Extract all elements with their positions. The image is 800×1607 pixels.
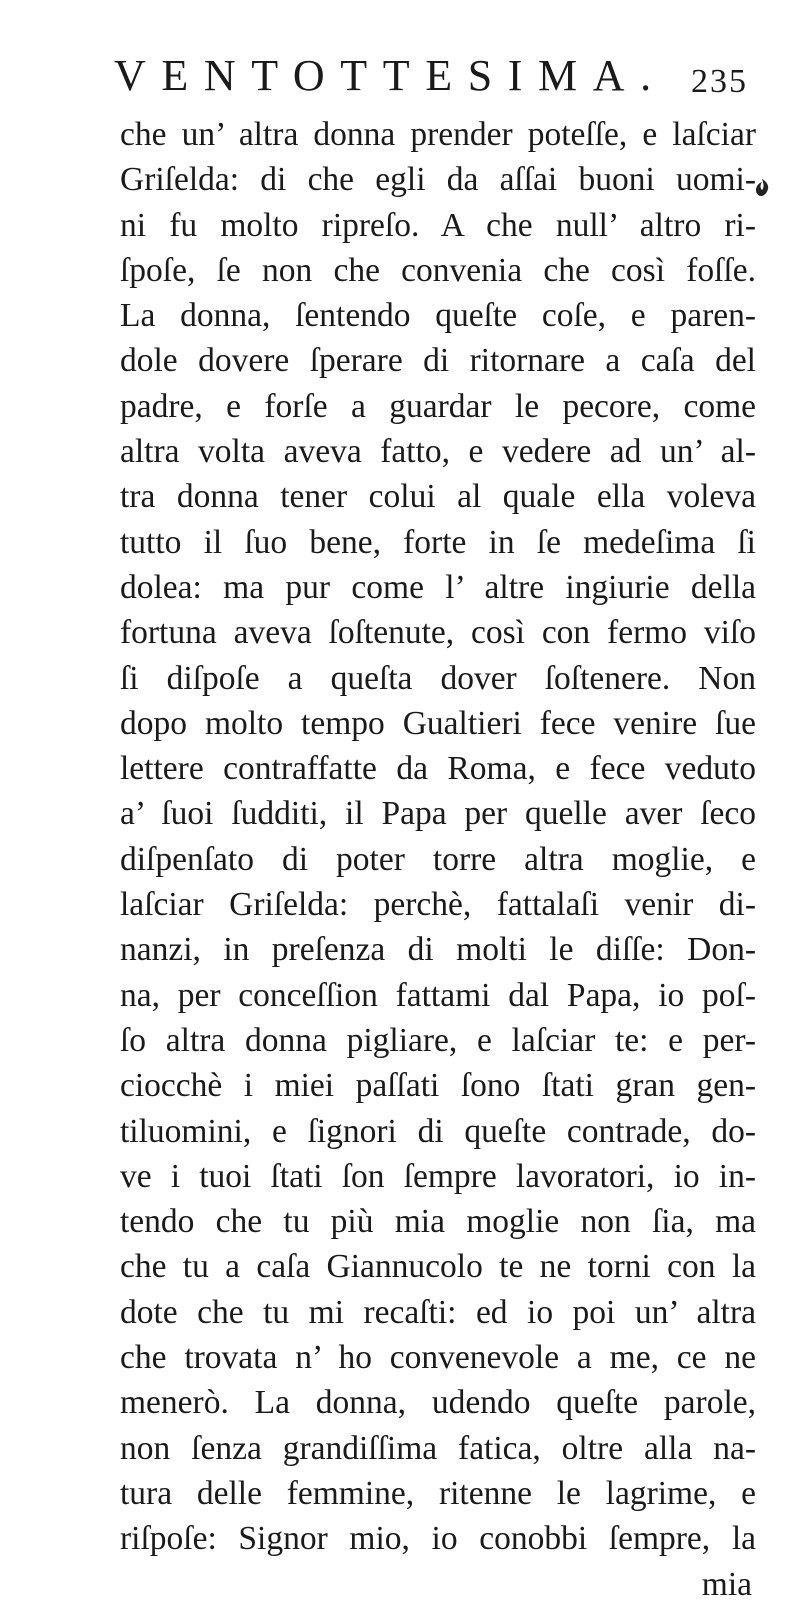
text-line: dole dovere ſperare di ritornare a caſa del	[120, 342, 756, 380]
text-line: che trovata n’ ho convenevole a me, ce ne	[120, 1339, 756, 1377]
text-line: ſpoſe, ſe non che convenia che così foſſe.	[120, 251, 756, 289]
running-head	[114, 50, 754, 110]
text-line: tutto il ſuo bene, forte in ſe medeſima ſi	[120, 523, 756, 561]
text-line: lettere contraffatte da Roma, e fece veduto	[120, 750, 756, 788]
text-line: non ſenza grandiſſima fatica, oltre alla na-	[120, 1429, 756, 1467]
text-line: tiluomini, e ſignori di queſte contrade, do-	[120, 1112, 756, 1150]
text-line: padre, e forſe a guardar le pecore, come	[120, 387, 756, 425]
text-line: La donna, ſentendo queſte coſe, e paren-	[120, 297, 756, 335]
body-text	[120, 112, 756, 1607]
catchword: mia	[701, 1565, 752, 1603]
text-line: a’ ſuoi ſudditi, il Papa per quelle aver ſeco	[120, 795, 756, 833]
text-line: dopo molto tempo Gualtieri fece venire ſue	[120, 704, 756, 742]
text-line: ciocchè i miei paſſati ſono ſtati gran gen-	[120, 1067, 756, 1105]
text-line: tendo che tu più mia moglie non ſia, ma	[120, 1203, 756, 1241]
text-line: che un’ altra donna prender poteſſe, e laſciar	[120, 116, 756, 153]
text-line: tura delle femmine, ritenne le lagrime, e	[120, 1474, 756, 1512]
text-line: fortuna aveva ſoſtenute, così con fermo viſo	[120, 614, 756, 652]
text-line: ni fu molto ripreſo. A che null’ altro ri-	[120, 206, 756, 244]
page-number: 235	[691, 63, 748, 100]
text-line: diſpenſato di poter torre altra moglie, e	[120, 840, 756, 878]
text-line: dolea: ma pur come l’ altre ingiurie della	[120, 568, 756, 606]
text-line: riſpoſe: Signor mio, io conobbi ſempre, la	[120, 1520, 756, 1558]
text-line: ſi diſpoſe a queſta dover ſoſtenere. Non	[120, 659, 756, 697]
text-line: nanzi, in preſenza di molti le diſſe: Don-	[120, 931, 756, 969]
text-line: ve i tuoi ſtati ſon ſempre lavoratori, io in-	[120, 1157, 756, 1195]
text-line: altra volta aveva fatto, e vedere ad un’ al-	[120, 433, 756, 471]
text-line: che tu a caſa Giannucolo te ne torni con la	[120, 1248, 756, 1286]
text-line: Griſelda: di che egli da aſſai buoni uomi-	[120, 161, 756, 199]
text-line: ſo altra donna pigliare, e laſciar te: e per-	[120, 1021, 756, 1059]
text-line: tra donna tener colui al quale ella voleva	[120, 478, 756, 516]
text-line: menerò. La donna, udendo queſte parole,	[120, 1384, 756, 1422]
text-line: laſciar Griſelda: perchè, fattalaſi venir di-	[120, 886, 756, 924]
running-title: VENTOTTESIMA.	[114, 51, 667, 100]
text-line: dote che tu mi recaſti: ed io poi un’ altra	[120, 1293, 756, 1331]
text-line: na, per conceſſion fattami dal Papa, io poſ-	[120, 976, 756, 1014]
